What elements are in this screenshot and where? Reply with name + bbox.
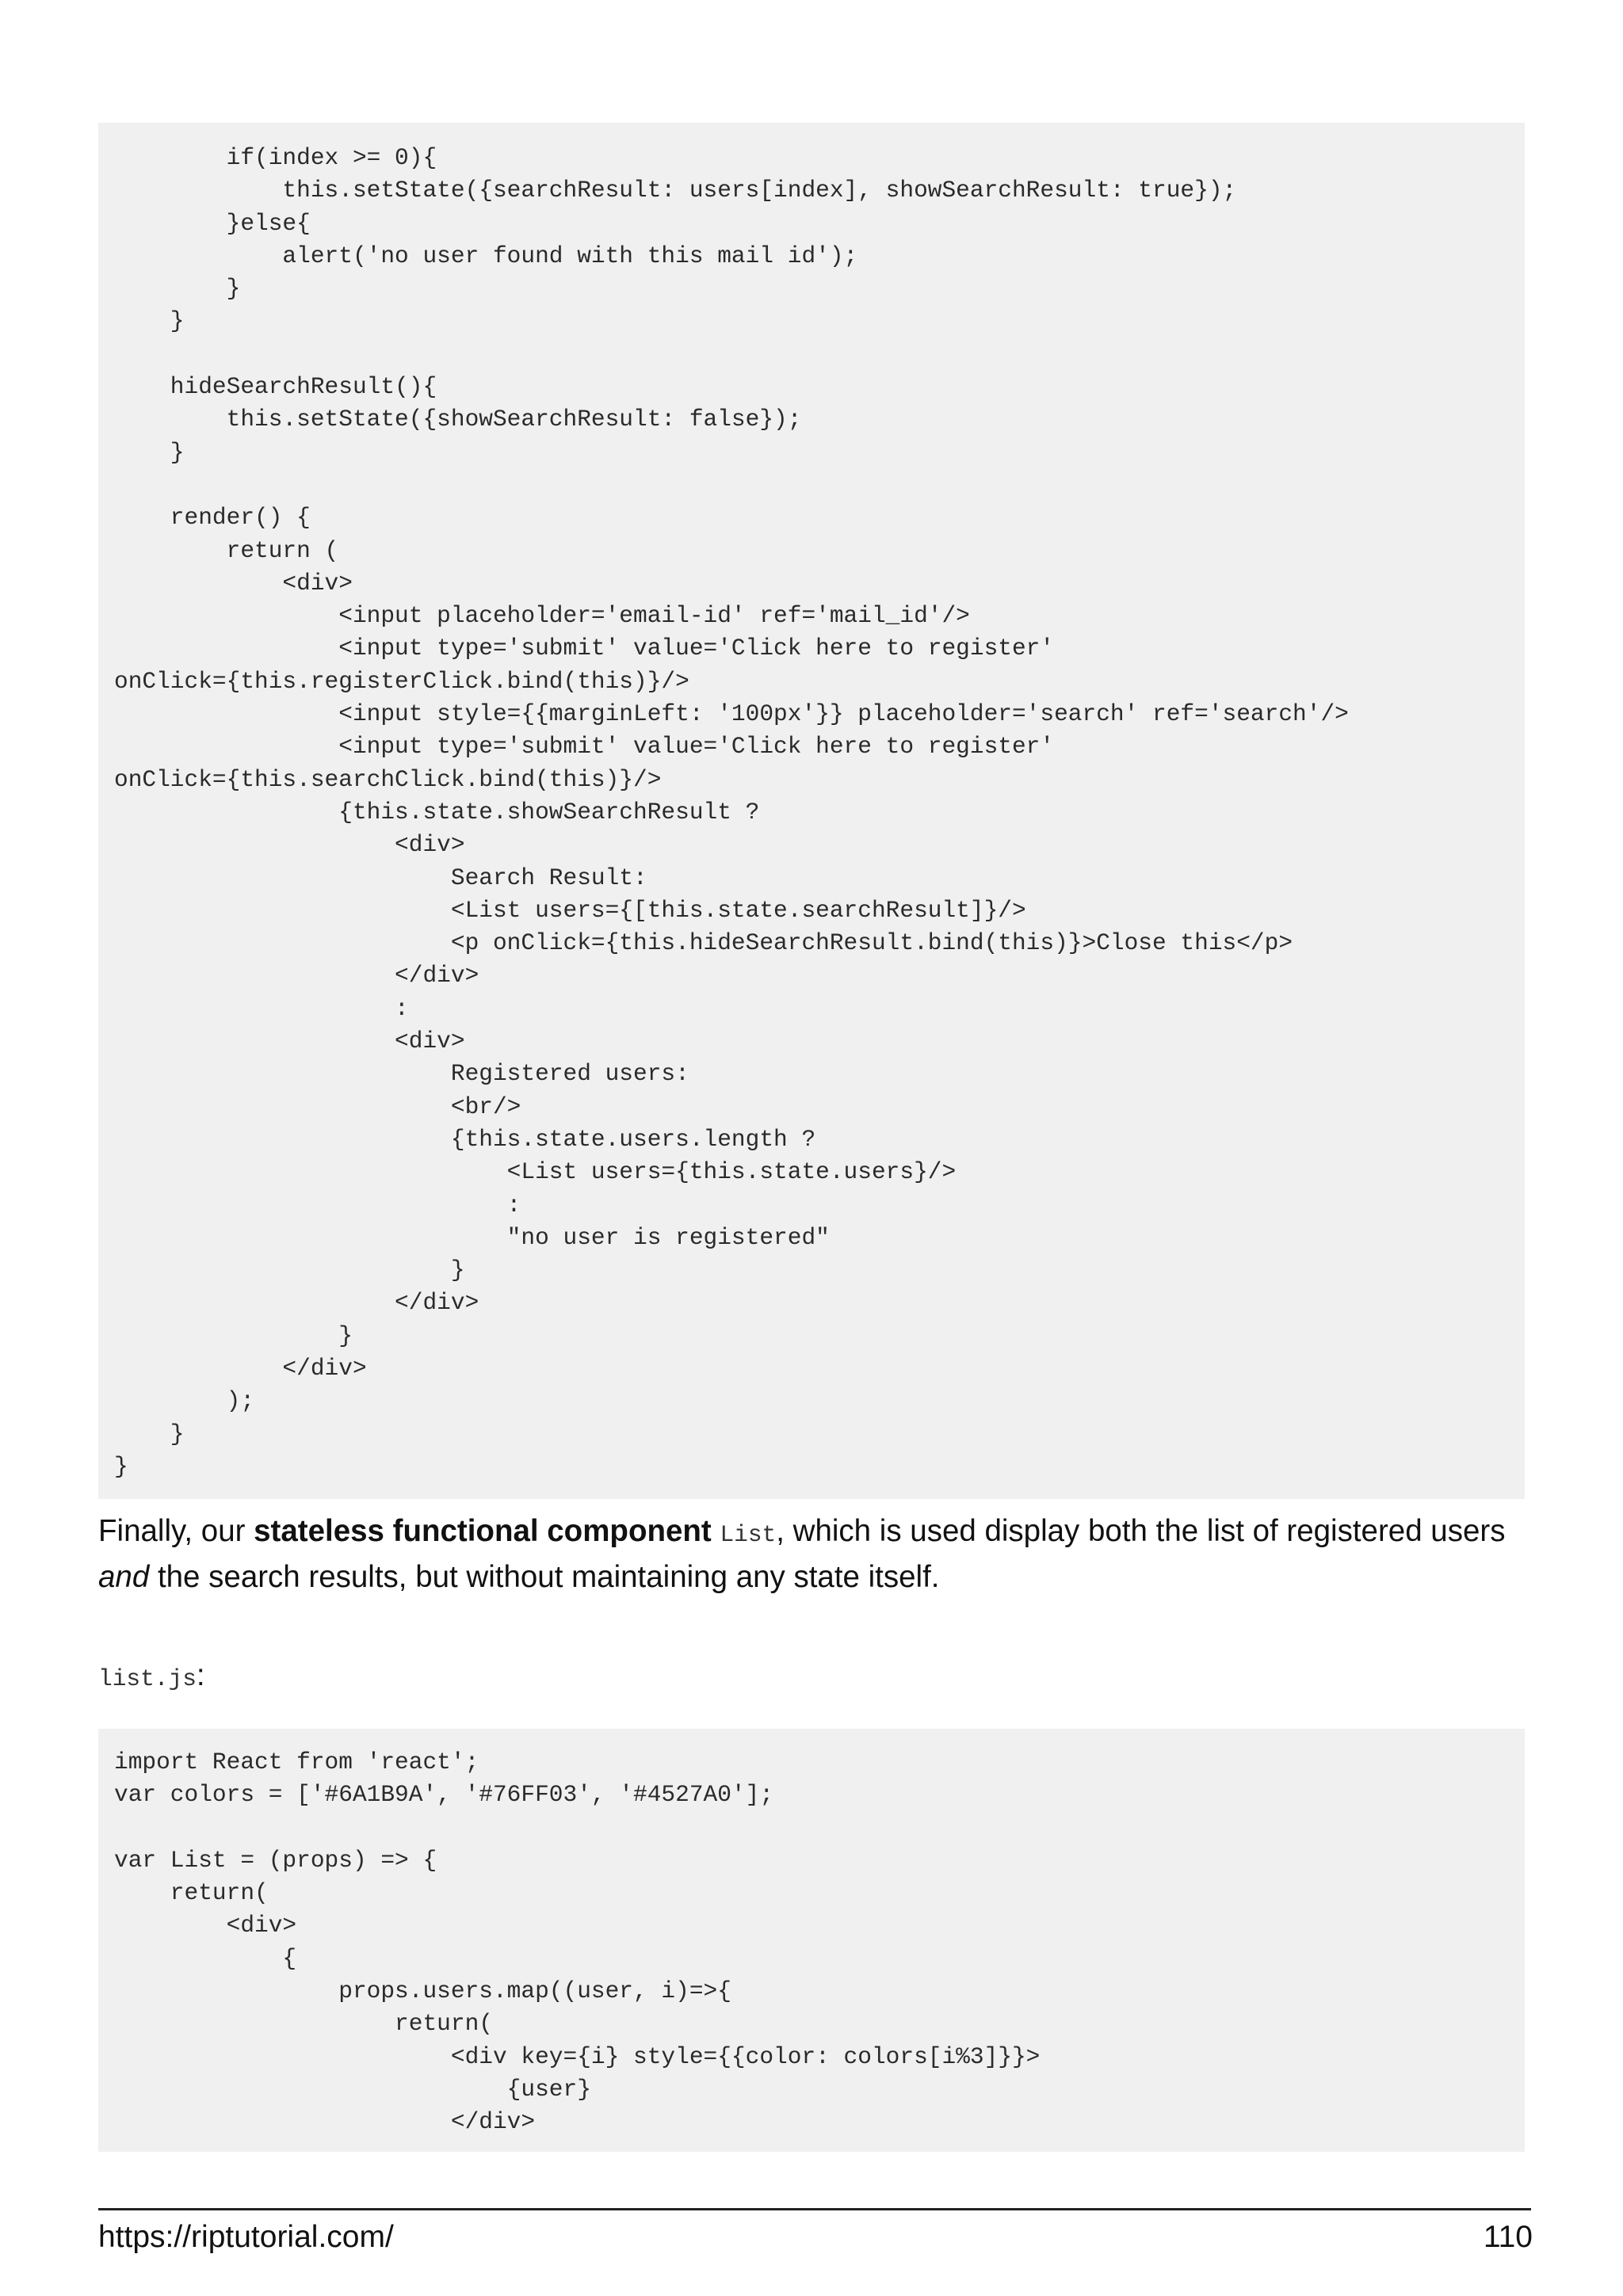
file-name: list.js: [98, 1665, 197, 1692]
code-block-list: [98, 1729, 1525, 2152]
page-number: 110: [1483, 2220, 1533, 2254]
paragraph-intro: Finally, our: [98, 1514, 254, 1548]
body-paragraph: [98, 1510, 1533, 1599]
paragraph-text-2: the search results, but without maintaining any state itself.: [149, 1560, 940, 1594]
code-block-render: [98, 123, 1525, 1499]
code-text: if(index >= 0){ this.setState({searchResult: users[index], showSearchResult: true}); }else{ alert('no user found with this mail id'); } } hideSearchResult(){ this.setState({showSearchResult: false}); } render() { return ( <div> <input placeholder='email-id' ref='mail_id'/> <input type='submit' value='Click here to register' onClick={this.registerClick.bind(this)}/> <input style={{marginLeft: '100px'}} placeholder='search' ref='search'/> <input type='submit' value='Click here to register' onClick={this.searchClick.bind(this)}/> {this.state.showSearchResult ? <div> Search Result: <List users={[this.state.searchResult]}/> <p onClick={this.hideSearchResult.bind(this)}>Close this</p> </div> : <div> Registered users: <br/> {this.state.users.length ? <List users={this.state.users}/> : "no user is registered" } </div> } </div> ); } }: [114, 144, 1349, 1480]
footer-url: https://riptutorial.com/: [98, 2220, 394, 2254]
paragraph-text-1: , which is used display both the list of registered users: [776, 1514, 1506, 1548]
inline-code-list: List: [720, 1521, 777, 1548]
footer-divider: [98, 2208, 1531, 2210]
paragraph-bold-term: stateless functional component: [254, 1514, 712, 1548]
file-label-colon: :: [196, 1658, 205, 1692]
paragraph-italic: and: [98, 1560, 150, 1594]
code-text: import React from 'react'; var colors = ['#6A1B9A', '#76FF03', '#4527A0']; var List = (props) => { return( <div> { props.users.map((user, i)=>{ return( <div key={i} style={{color: colors[i%3]}}> {user} </div>: [114, 1749, 1041, 2136]
file-label: [98, 1657, 205, 1697]
